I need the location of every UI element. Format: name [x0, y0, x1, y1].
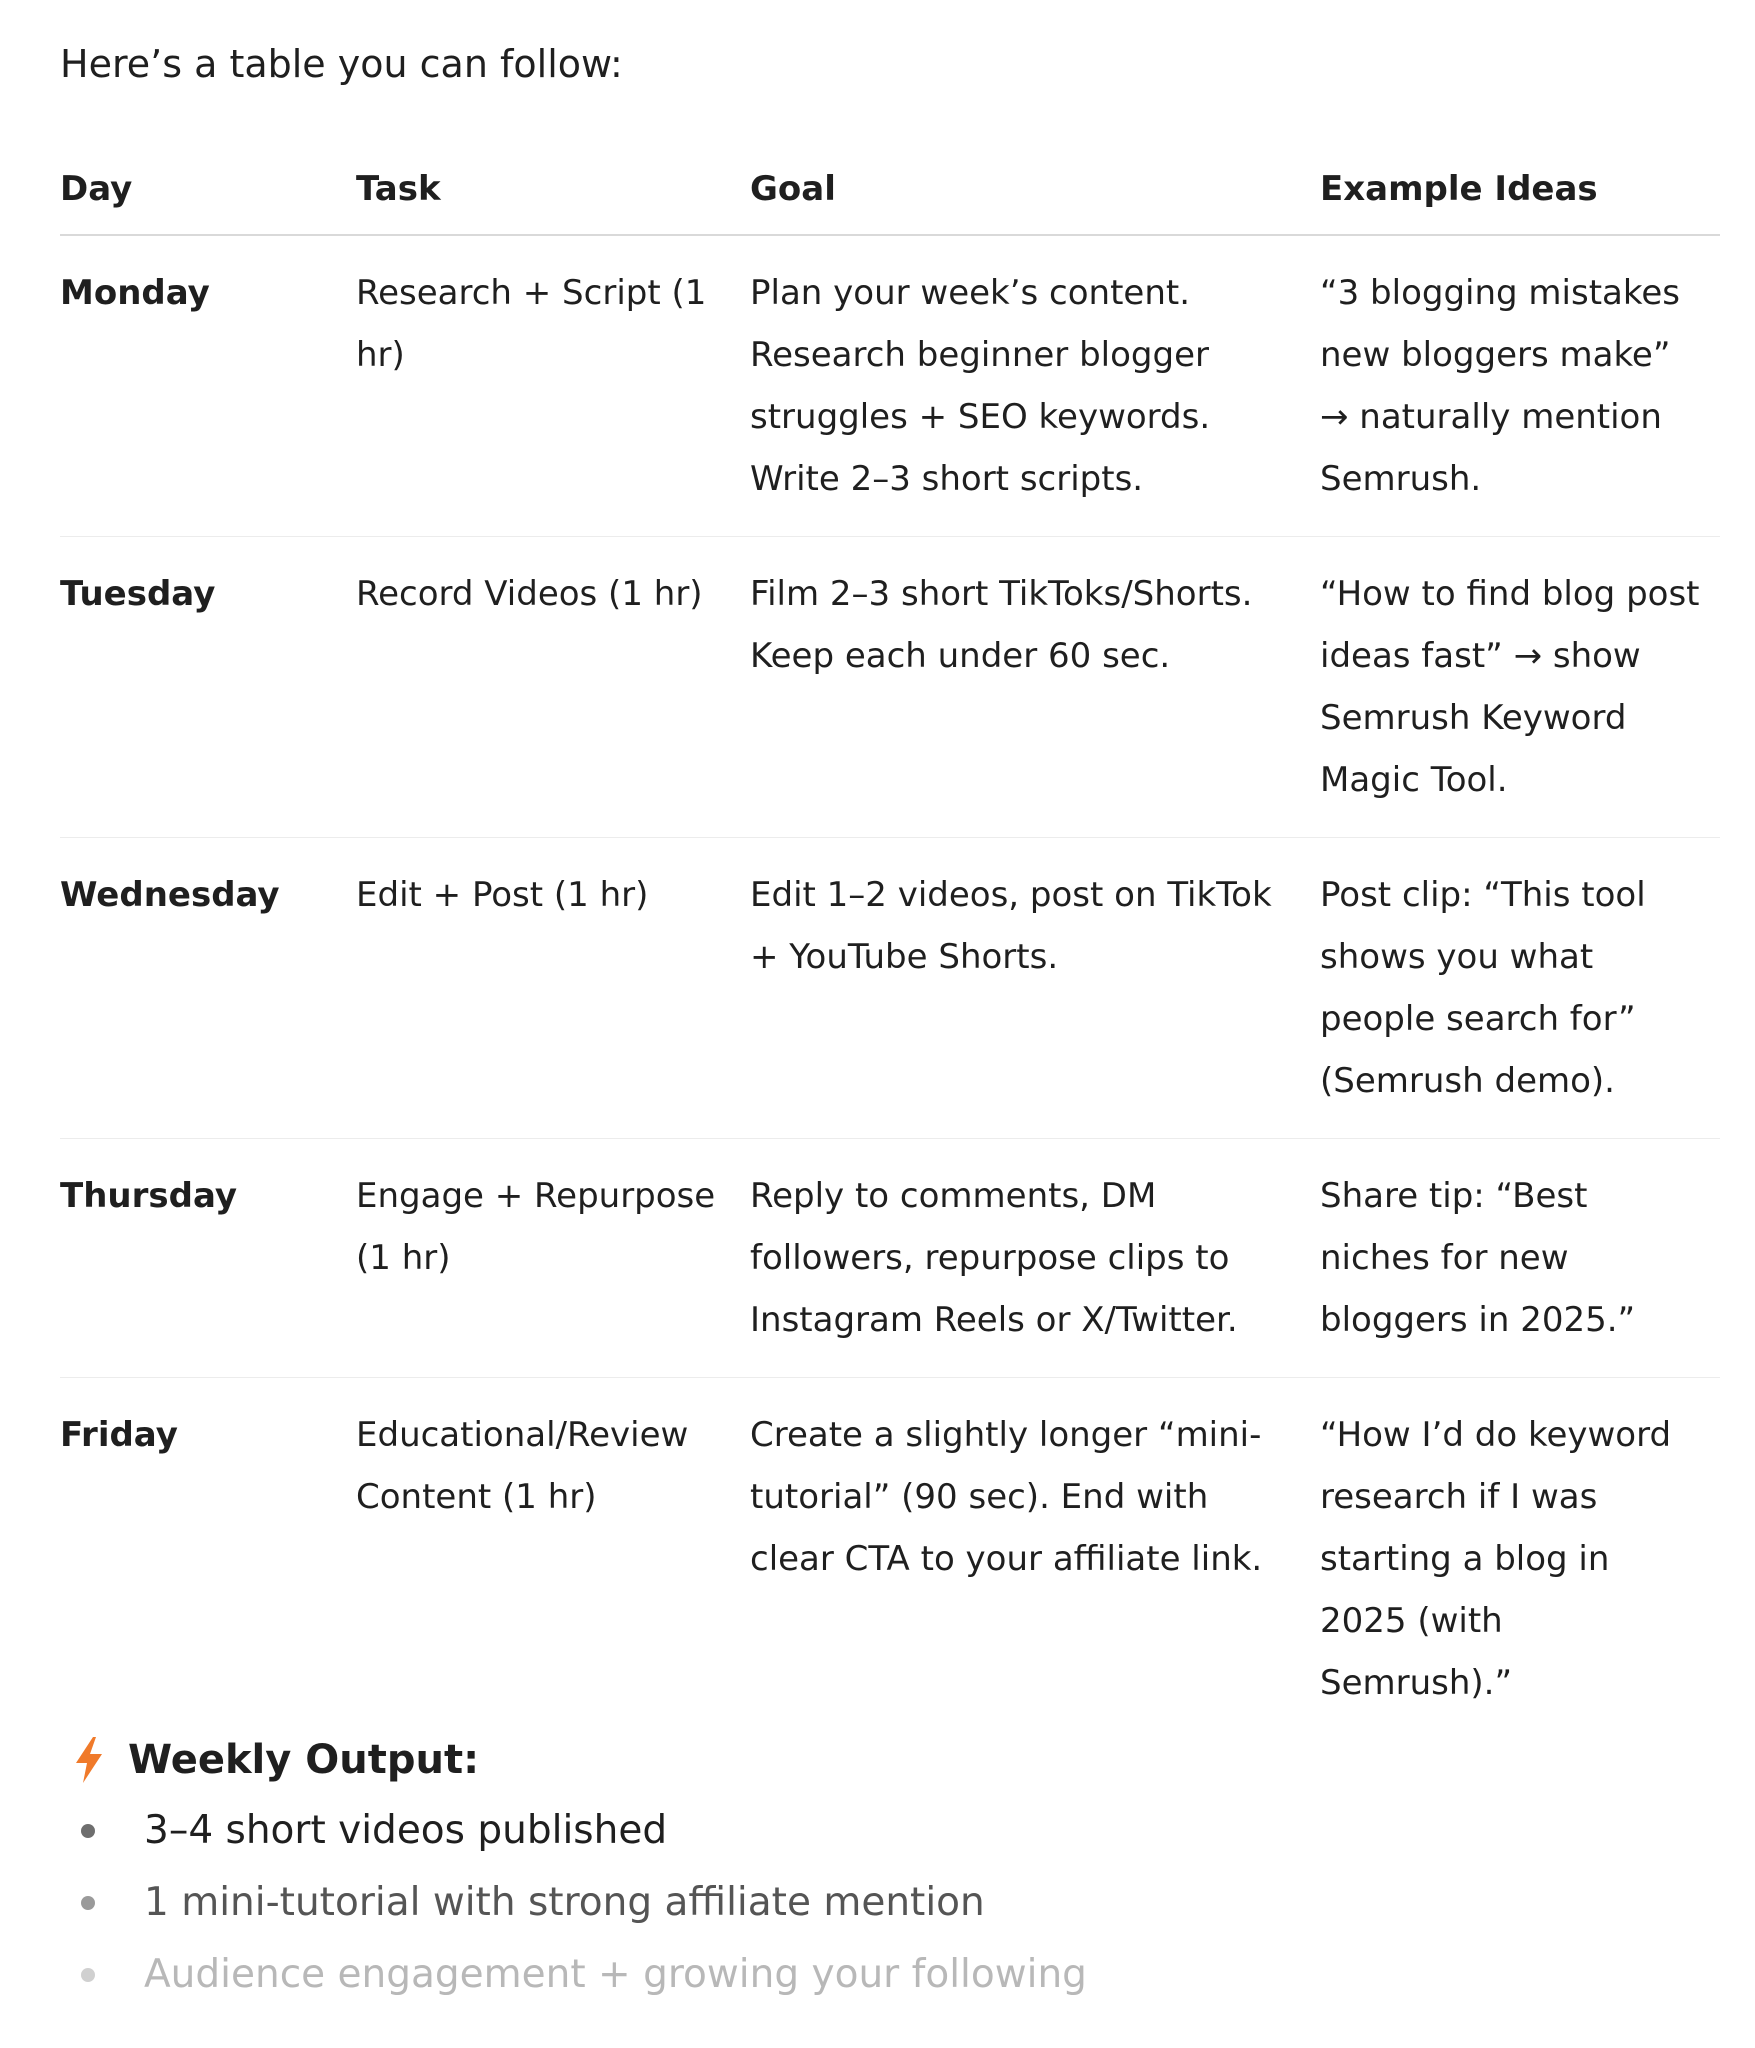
list-item-text: 3–4 short videos published — [144, 1808, 668, 1853]
cell-day: Tuesday — [60, 537, 356, 838]
cell-day: Thursday — [60, 1139, 356, 1378]
header-example-ideas: Example Ideas — [1320, 150, 1720, 235]
cell-goal: Create a slightly longer “mini-tutorial” (90 sec). End with clear CTA to your affiliate link. — [750, 1415, 1263, 1579]
cell-goal: Film 2–3 short TikToks/Shorts. Keep each under 60 sec. — [750, 537, 1320, 838]
cell-day: Wednesday — [60, 838, 356, 1139]
table-row — [60, 537, 1720, 838]
list-item — [60, 1795, 1660, 1867]
cell-task: Record Videos (1 hr) — [356, 537, 750, 838]
cell-example: Post clip: “This tool shows you what people search for” (Semrush demo). — [1320, 838, 1720, 1139]
weekly-output-section — [60, 1725, 1660, 2011]
weekly-output-list — [60, 1795, 1660, 2011]
list-item-text: 1 mini-tutorial with strong affiliate mention — [144, 1880, 985, 1925]
bullet-icon — [81, 1896, 95, 1910]
table-header-row — [60, 150, 1720, 235]
list-item-text: Audience engagement + growing your following — [144, 1952, 1087, 1997]
list-item — [60, 1939, 1660, 2011]
weekly-schedule-table — [60, 150, 1720, 1740]
table-row — [60, 235, 1720, 537]
cell-task: Engage + Repurpose (1 hr) — [356, 1139, 750, 1378]
cell-goal: Edit 1–2 videos, post on TikTok + YouTube Shorts. — [750, 838, 1320, 1139]
bullet-icon — [81, 1968, 95, 1982]
header-goal: Goal — [750, 150, 1320, 235]
cell-task: Edit + Post (1 hr) — [356, 838, 750, 1139]
cell-day: Monday — [60, 235, 356, 537]
cell-example: “How to find blog post ideas fast” → show Semrush Keyword Magic Tool. — [1320, 537, 1720, 838]
cell-goal: Plan your week’s content. Research beginner blogger struggles + SEO keywords. Write 2–3 short scripts. — [750, 235, 1320, 537]
cell-task: Educational/Review Content (1 hr) — [356, 1415, 689, 1517]
cell-day: Friday — [60, 1415, 178, 1455]
bullet-icon — [81, 1824, 95, 1838]
lightning-bolt-icon — [74, 1737, 104, 1783]
intro-text: Here’s a table you can follow: — [60, 42, 623, 86]
cell-goal: Reply to comments, DM followers, repurpose clips to Instagram Reels or X/Twitter. — [750, 1139, 1320, 1378]
cell-task: Research + Script (1 hr) — [356, 235, 750, 537]
cell-example: “3 blogging mistakes new bloggers make” → naturally mention Semrush. — [1320, 235, 1720, 537]
table-row — [60, 1378, 1720, 1741]
cell-example: “How I’d do keyword research if I was starting a blog in 2025 (with Semrush).” — [1320, 1415, 1672, 1703]
cell-example: Share tip: “Best niches for new bloggers in 2025.” — [1320, 1139, 1720, 1378]
list-item — [60, 1867, 1660, 1939]
table-row — [60, 838, 1720, 1139]
table-row — [60, 1139, 1720, 1378]
weekly-output-title: Weekly Output: — [128, 1737, 480, 1783]
header-task: Task — [356, 150, 750, 235]
header-day: Day — [60, 150, 356, 235]
weekly-output-heading — [60, 1725, 1660, 1795]
